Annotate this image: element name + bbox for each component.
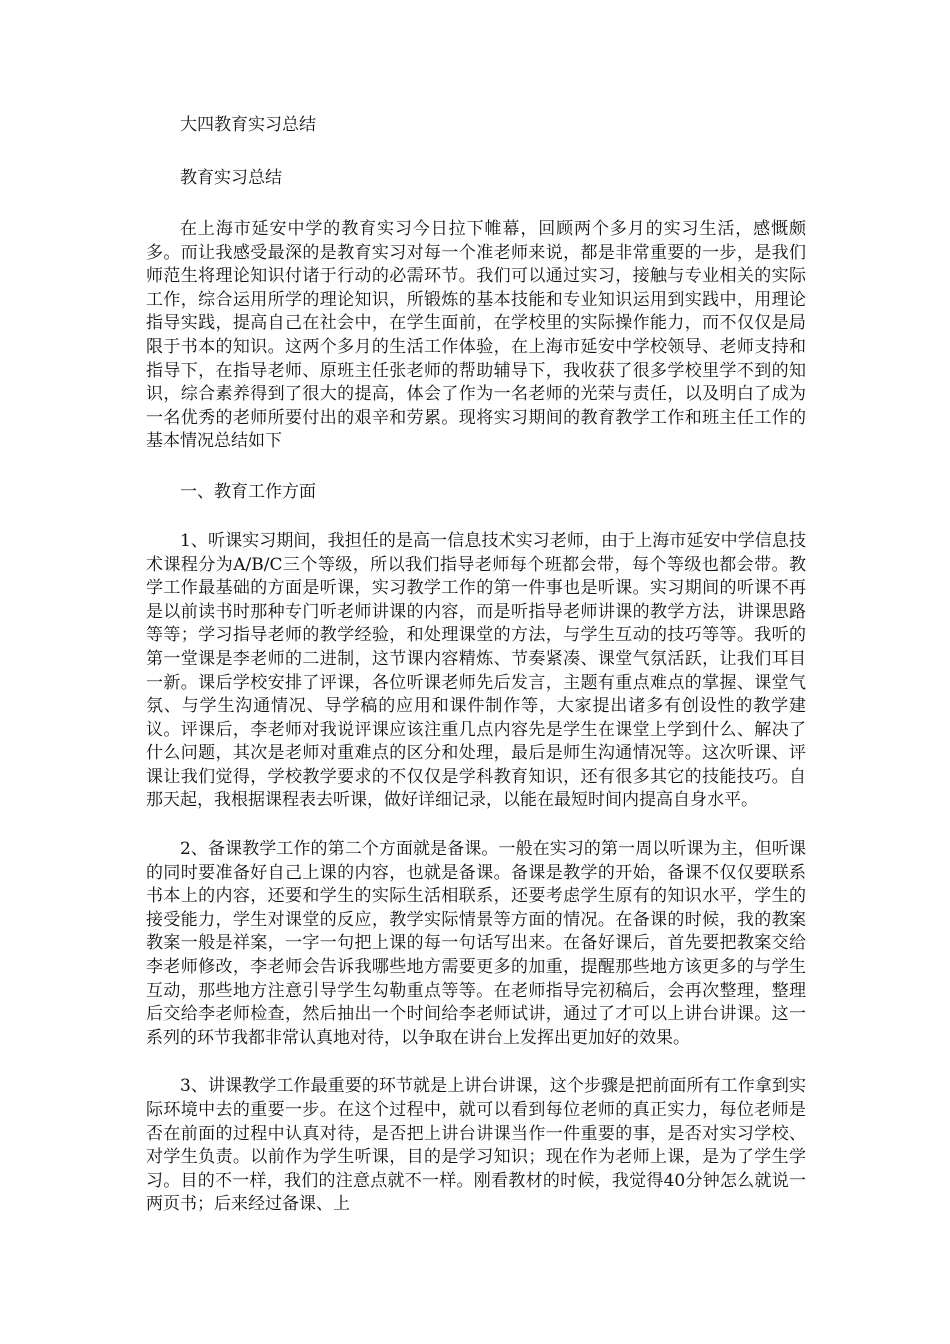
section-heading-education: 一、教育工作方面 <box>180 481 316 502</box>
paragraph-listening: 1、听课实习期间，我担任的是高一信息技术实习老师，由于上海市延安中学信息技术课程分为A/B/C三个等级，所以我们指导老师每个班都会带，每个等级也都会带。教学工作最基础的方面是听课，实习教学工作的第一件事也是听课。实习期间的听课不再是以前读书时那种专门听老师讲课的内容，而是听指导老师讲课的教学方法，讲课思路等等；学习指导老师的教学经验，和处理课堂的方法，与学生互动的技巧等等。我听的第一堂课是李老师的二进制，这节课内容精炼、节奏紧凑、课堂气氛活跃，让我们耳目一新。课后学校安排了评课，各位听课老师先后发言，主题有重点难点的掌握、课堂气氛、与学生沟通情况、导学稿的应用和课件制作等，大家提出诸多有创设性的教学建议。评课后，李老师对我说评课应该注重几点内容先是学生在课堂上学到什么、解决了什么问题，其次是老师对重难点的区分和处理，最后是师生沟通情况等。这次听课、评课让我们觉得，学校教学要求的不仅仅是学科教育知识，还有很多其它的技能技巧。自那天起，我根据课程表去听课，做好详细记录，以能在最短时间内提高自身水平。 <box>146 530 806 811</box>
document-subtitle: 教育实习总结 <box>180 168 282 188</box>
paragraph-teaching: 3、讲课教学工作最重要的环节就是上讲台讲课，这个步骤是把前面所有工作拿到实际环境中去的重要一步。在这个过程中，就可以看到每位老师的真正实力，每位老师是否在前面的过程中认真对待，是否把上讲台讲课当作一件重要的事，是否对实习学校、对学生负责。以前作为学生听课，目的是学习知识；现在作为老师上课，是为了学生学习。目的不一样，我们的注意点就不一样。刚看教材的时候，我觉得40分钟怎么就说一两页书；后来经过备课、上 <box>146 1076 806 1215</box>
paragraph-preparation: 2、备课教学工作的第二个方面就是备课。一般在实习的第一周以听课为主，但听课的同时要准备好自己上课的内容，也就是备课。备课是教学的开始，备课不仅仅要联系书本上的内容，还要和学生的实际生活相联系，还要考虑学生原有的知识水平，学生的接受能力，学生对课堂的反应，教学实际情景等方面的情况。在备课的时候，我的教案教案一般是祥案，一字一句把上课的每一句话写出来。在备好课后，首先要把教案交给李老师修改，李老师会告诉我哪些地方需要更多的加重，提醒那些地方该更多的与学生互动，那些地方注意引导学生勾勒重点等等。在老师指导完初稿后，会再次整理，整理后交给李老师检查，然后抽出一个时间给李老师试讲，通过了才可以上讲台讲课。这一系列的环节我都非常认真地对待，以争取在讲台上发挥出更加好的效果。 <box>146 839 806 1048</box>
intro-paragraph: 在上海市延安中学的教育实习今日拉下帷幕，回顾两个多月的实习生活，感慨颇多。而让我感受最深的是教育实习对每一个准老师来说，都是非常重要的一步，是我们师范生将理论知识付诸于行动的必需环节。我们可以通过实习，接触与专业相关的实际工作，综合运用所学的理论知识，所锻炼的基本技能和专业知识运用到实践中，用理论指导实践，提高自己在社会中，在学生面前，在学校里的实际操作能力，而不仅仅是局限于书本的知识。这两个多月的生活工作体验，在上海市延安中学校领导、老师支持和指导下，在指导老师、原班主任张老师的帮助辅导下，我收获了很多学校里学不到的知识，综合素养得到了很大的提高，体会了作为一名老师的光荣与责任，以及明白了成为一名优秀的老师所要付出的艰辛和劳累。现将实习期间的教育教学工作和班主任工作的基本情况总结如下 <box>146 219 806 452</box>
document-page <box>146 112 806 1242</box>
document-title: 大四教育实习总结 <box>180 115 316 135</box>
